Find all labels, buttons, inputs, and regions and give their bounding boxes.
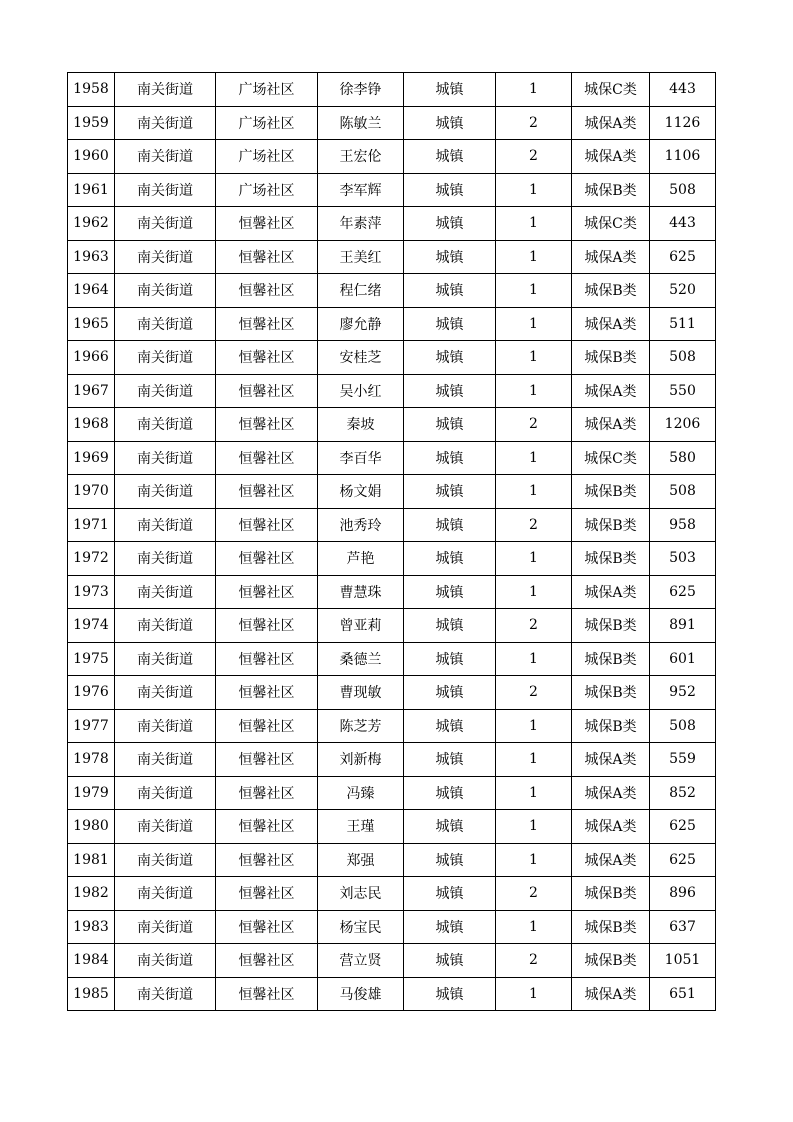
category-cell: 城保A类 xyxy=(572,408,650,442)
household-count-cell: 1 xyxy=(496,173,572,207)
community-cell: 恒馨社区 xyxy=(216,542,318,576)
table-row xyxy=(68,441,716,475)
name-cell: 安桂芝 xyxy=(318,341,404,375)
household-count-cell: 1 xyxy=(496,810,572,844)
street-cell: 南关街道 xyxy=(115,676,216,710)
name-cell: 吴小红 xyxy=(318,374,404,408)
name-cell: 李百华 xyxy=(318,441,404,475)
amount-cell: 580 xyxy=(650,441,716,475)
serial-number-cell: 1960 xyxy=(68,140,115,174)
household-count-cell: 2 xyxy=(496,609,572,643)
category-cell: 城保A类 xyxy=(572,307,650,341)
category-cell: 城保B类 xyxy=(572,944,650,978)
category-cell: 城保A类 xyxy=(572,575,650,609)
community-cell: 恒馨社区 xyxy=(216,274,318,308)
community-cell: 广场社区 xyxy=(216,140,318,174)
area-type-cell: 城镇 xyxy=(404,341,496,375)
amount-cell: 625 xyxy=(650,240,716,274)
serial-number-cell: 1976 xyxy=(68,676,115,710)
serial-number-cell: 1965 xyxy=(68,307,115,341)
street-cell: 南关街道 xyxy=(115,542,216,576)
name-cell: 营立贤 xyxy=(318,944,404,978)
community-cell: 恒馨社区 xyxy=(216,743,318,777)
serial-number-cell: 1959 xyxy=(68,106,115,140)
category-cell: 城保B类 xyxy=(572,173,650,207)
street-cell: 南关街道 xyxy=(115,274,216,308)
community-cell: 广场社区 xyxy=(216,106,318,140)
area-type-cell: 城镇 xyxy=(404,709,496,743)
table-row xyxy=(68,642,716,676)
community-cell: 恒馨社区 xyxy=(216,441,318,475)
community-cell: 广场社区 xyxy=(216,73,318,107)
community-cell: 恒馨社区 xyxy=(216,307,318,341)
table-row xyxy=(68,609,716,643)
household-count-cell: 2 xyxy=(496,408,572,442)
serial-number-cell: 1958 xyxy=(68,73,115,107)
table-row xyxy=(68,810,716,844)
table-row xyxy=(68,977,716,1011)
name-cell: 王宏伦 xyxy=(318,140,404,174)
table-row xyxy=(68,508,716,542)
category-cell: 城保B类 xyxy=(572,341,650,375)
name-cell: 曾亚莉 xyxy=(318,609,404,643)
area-type-cell: 城镇 xyxy=(404,173,496,207)
name-cell: 马俊雄 xyxy=(318,977,404,1011)
amount-cell: 511 xyxy=(650,307,716,341)
community-cell: 恒馨社区 xyxy=(216,374,318,408)
amount-cell: 601 xyxy=(650,642,716,676)
household-count-cell: 1 xyxy=(496,341,572,375)
name-cell: 冯臻 xyxy=(318,776,404,810)
name-cell: 曹现敏 xyxy=(318,676,404,710)
amount-cell: 443 xyxy=(650,73,716,107)
street-cell: 南关街道 xyxy=(115,977,216,1011)
area-type-cell: 城镇 xyxy=(404,508,496,542)
amount-cell: 559 xyxy=(650,743,716,777)
category-cell: 城保A类 xyxy=(572,810,650,844)
table-row xyxy=(68,274,716,308)
category-cell: 城保A类 xyxy=(572,106,650,140)
name-cell: 芦艳 xyxy=(318,542,404,576)
amount-cell: 1051 xyxy=(650,944,716,978)
amount-cell: 550 xyxy=(650,374,716,408)
name-cell: 年素萍 xyxy=(318,207,404,241)
amount-cell: 508 xyxy=(650,709,716,743)
amount-cell: 443 xyxy=(650,207,716,241)
area-type-cell: 城镇 xyxy=(404,73,496,107)
category-cell: 城保A类 xyxy=(572,843,650,877)
category-cell: 城保A类 xyxy=(572,374,650,408)
household-count-cell: 2 xyxy=(496,944,572,978)
community-cell: 恒馨社区 xyxy=(216,843,318,877)
amount-cell: 891 xyxy=(650,609,716,643)
name-cell: 秦坡 xyxy=(318,408,404,442)
table-row xyxy=(68,240,716,274)
household-count-cell: 1 xyxy=(496,709,572,743)
category-cell: 城保B类 xyxy=(572,542,650,576)
area-type-cell: 城镇 xyxy=(404,274,496,308)
category-cell: 城保B类 xyxy=(572,642,650,676)
amount-cell: 625 xyxy=(650,575,716,609)
community-cell: 恒馨社区 xyxy=(216,575,318,609)
serial-number-cell: 1979 xyxy=(68,776,115,810)
community-cell: 恒馨社区 xyxy=(216,676,318,710)
street-cell: 南关街道 xyxy=(115,475,216,509)
street-cell: 南关街道 xyxy=(115,877,216,911)
name-cell: 王瑾 xyxy=(318,810,404,844)
household-count-cell: 1 xyxy=(496,374,572,408)
amount-cell: 520 xyxy=(650,274,716,308)
serial-number-cell: 1980 xyxy=(68,810,115,844)
serial-number-cell: 1972 xyxy=(68,542,115,576)
serial-number-cell: 1978 xyxy=(68,743,115,777)
household-count-cell: 2 xyxy=(496,140,572,174)
area-type-cell: 城镇 xyxy=(404,843,496,877)
name-cell: 刘新梅 xyxy=(318,743,404,777)
amount-cell: 852 xyxy=(650,776,716,810)
amount-cell: 503 xyxy=(650,542,716,576)
category-cell: 城保C类 xyxy=(572,73,650,107)
serial-number-cell: 1983 xyxy=(68,910,115,944)
community-cell: 恒馨社区 xyxy=(216,240,318,274)
street-cell: 南关街道 xyxy=(115,408,216,442)
household-count-cell: 2 xyxy=(496,676,572,710)
serial-number-cell: 1970 xyxy=(68,475,115,509)
street-cell: 南关街道 xyxy=(115,508,216,542)
serial-number-cell: 1973 xyxy=(68,575,115,609)
amount-cell: 1106 xyxy=(650,140,716,174)
table-row xyxy=(68,843,716,877)
amount-cell: 952 xyxy=(650,676,716,710)
serial-number-cell: 1977 xyxy=(68,709,115,743)
area-type-cell: 城镇 xyxy=(404,140,496,174)
street-cell: 南关街道 xyxy=(115,240,216,274)
area-type-cell: 城镇 xyxy=(404,944,496,978)
name-cell: 杨宝民 xyxy=(318,910,404,944)
serial-number-cell: 1975 xyxy=(68,642,115,676)
serial-number-cell: 1962 xyxy=(68,207,115,241)
table-row xyxy=(68,709,716,743)
amount-cell: 508 xyxy=(650,475,716,509)
street-cell: 南关街道 xyxy=(115,575,216,609)
category-cell: 城保B类 xyxy=(572,508,650,542)
area-type-cell: 城镇 xyxy=(404,977,496,1011)
community-cell: 恒馨社区 xyxy=(216,475,318,509)
area-type-cell: 城镇 xyxy=(404,207,496,241)
community-cell: 恒馨社区 xyxy=(216,609,318,643)
street-cell: 南关街道 xyxy=(115,207,216,241)
community-cell: 恒馨社区 xyxy=(216,810,318,844)
serial-number-cell: 1969 xyxy=(68,441,115,475)
street-cell: 南关街道 xyxy=(115,843,216,877)
amount-cell: 896 xyxy=(650,877,716,911)
category-cell: 城保A类 xyxy=(572,140,650,174)
amount-cell: 958 xyxy=(650,508,716,542)
community-cell: 恒馨社区 xyxy=(216,977,318,1011)
category-cell: 城保B类 xyxy=(572,609,650,643)
household-count-cell: 1 xyxy=(496,743,572,777)
category-cell: 城保C类 xyxy=(572,441,650,475)
serial-number-cell: 1981 xyxy=(68,843,115,877)
serial-number-cell: 1971 xyxy=(68,508,115,542)
household-count-cell: 1 xyxy=(496,843,572,877)
area-type-cell: 城镇 xyxy=(404,374,496,408)
area-type-cell: 城镇 xyxy=(404,408,496,442)
street-cell: 南关街道 xyxy=(115,73,216,107)
category-cell: 城保A类 xyxy=(572,743,650,777)
household-count-cell: 1 xyxy=(496,475,572,509)
category-cell: 城保B类 xyxy=(572,910,650,944)
household-count-cell: 1 xyxy=(496,73,572,107)
category-cell: 城保C类 xyxy=(572,207,650,241)
street-cell: 南关街道 xyxy=(115,743,216,777)
table-row xyxy=(68,542,716,576)
area-type-cell: 城镇 xyxy=(404,877,496,911)
amount-cell: 637 xyxy=(650,910,716,944)
amount-cell: 1126 xyxy=(650,106,716,140)
serial-number-cell: 1984 xyxy=(68,944,115,978)
name-cell: 桑德兰 xyxy=(318,642,404,676)
table-row xyxy=(68,374,716,408)
name-cell: 李军辉 xyxy=(318,173,404,207)
amount-cell: 625 xyxy=(650,843,716,877)
household-count-cell: 2 xyxy=(496,877,572,911)
table-row xyxy=(68,944,716,978)
table-row xyxy=(68,743,716,777)
serial-number-cell: 1982 xyxy=(68,877,115,911)
household-count-cell: 1 xyxy=(496,910,572,944)
name-cell: 曹慧珠 xyxy=(318,575,404,609)
area-type-cell: 城镇 xyxy=(404,776,496,810)
table-row xyxy=(68,877,716,911)
community-cell: 恒馨社区 xyxy=(216,508,318,542)
table-row xyxy=(68,140,716,174)
area-type-cell: 城镇 xyxy=(404,676,496,710)
street-cell: 南关街道 xyxy=(115,776,216,810)
street-cell: 南关街道 xyxy=(115,374,216,408)
name-cell: 杨文娟 xyxy=(318,475,404,509)
serial-number-cell: 1961 xyxy=(68,173,115,207)
household-count-cell: 2 xyxy=(496,508,572,542)
area-type-cell: 城镇 xyxy=(404,307,496,341)
household-count-cell: 1 xyxy=(496,542,572,576)
table-row xyxy=(68,475,716,509)
name-cell: 陈芝芳 xyxy=(318,709,404,743)
household-count-cell: 1 xyxy=(496,207,572,241)
name-cell: 程仁绪 xyxy=(318,274,404,308)
amount-cell: 508 xyxy=(650,173,716,207)
street-cell: 南关街道 xyxy=(115,140,216,174)
table-row xyxy=(68,73,716,107)
serial-number-cell: 1985 xyxy=(68,977,115,1011)
street-cell: 南关街道 xyxy=(115,106,216,140)
table-row xyxy=(68,676,716,710)
category-cell: 城保B类 xyxy=(572,274,650,308)
area-type-cell: 城镇 xyxy=(404,542,496,576)
table-row xyxy=(68,106,716,140)
household-count-cell: 1 xyxy=(496,642,572,676)
area-type-cell: 城镇 xyxy=(404,475,496,509)
serial-number-cell: 1967 xyxy=(68,374,115,408)
table-row xyxy=(68,910,716,944)
street-cell: 南关街道 xyxy=(115,944,216,978)
community-cell: 恒馨社区 xyxy=(216,408,318,442)
area-type-cell: 城镇 xyxy=(404,810,496,844)
serial-number-cell: 1966 xyxy=(68,341,115,375)
street-cell: 南关街道 xyxy=(115,173,216,207)
household-count-cell: 2 xyxy=(496,106,572,140)
name-cell: 郑强 xyxy=(318,843,404,877)
street-cell: 南关街道 xyxy=(115,307,216,341)
category-cell: 城保B类 xyxy=(572,877,650,911)
street-cell: 南关街道 xyxy=(115,341,216,375)
area-type-cell: 城镇 xyxy=(404,609,496,643)
name-cell: 王美红 xyxy=(318,240,404,274)
table-row xyxy=(68,776,716,810)
name-cell: 池秀玲 xyxy=(318,508,404,542)
category-cell: 城保B类 xyxy=(572,676,650,710)
category-cell: 城保A类 xyxy=(572,776,650,810)
area-type-cell: 城镇 xyxy=(404,240,496,274)
table-body xyxy=(68,73,716,1011)
community-cell: 恒馨社区 xyxy=(216,341,318,375)
household-count-cell: 1 xyxy=(496,776,572,810)
area-type-cell: 城镇 xyxy=(404,106,496,140)
household-count-cell: 1 xyxy=(496,307,572,341)
community-cell: 广场社区 xyxy=(216,173,318,207)
serial-number-cell: 1974 xyxy=(68,609,115,643)
amount-cell: 1206 xyxy=(650,408,716,442)
serial-number-cell: 1963 xyxy=(68,240,115,274)
table-row xyxy=(68,408,716,442)
street-cell: 南关街道 xyxy=(115,441,216,475)
household-count-cell: 1 xyxy=(496,977,572,1011)
area-type-cell: 城镇 xyxy=(404,575,496,609)
household-count-cell: 1 xyxy=(496,575,572,609)
table-row xyxy=(68,307,716,341)
community-cell: 恒馨社区 xyxy=(216,709,318,743)
serial-number-cell: 1968 xyxy=(68,408,115,442)
household-count-cell: 1 xyxy=(496,274,572,308)
street-cell: 南关街道 xyxy=(115,810,216,844)
name-cell: 刘志民 xyxy=(318,877,404,911)
table-row xyxy=(68,575,716,609)
amount-cell: 625 xyxy=(650,810,716,844)
category-cell: 城保B类 xyxy=(572,475,650,509)
category-cell: 城保A类 xyxy=(572,977,650,1011)
category-cell: 城保A类 xyxy=(572,240,650,274)
serial-number-cell: 1964 xyxy=(68,274,115,308)
area-type-cell: 城镇 xyxy=(404,743,496,777)
name-cell: 陈敏兰 xyxy=(318,106,404,140)
community-cell: 恒馨社区 xyxy=(216,910,318,944)
area-type-cell: 城镇 xyxy=(404,910,496,944)
table-row xyxy=(68,341,716,375)
area-type-cell: 城镇 xyxy=(404,642,496,676)
community-cell: 恒馨社区 xyxy=(216,642,318,676)
household-count-cell: 1 xyxy=(496,441,572,475)
household-count-cell: 1 xyxy=(496,240,572,274)
table-row xyxy=(68,173,716,207)
community-cell: 恒馨社区 xyxy=(216,207,318,241)
community-cell: 恒馨社区 xyxy=(216,944,318,978)
area-type-cell: 城镇 xyxy=(404,441,496,475)
street-cell: 南关街道 xyxy=(115,709,216,743)
community-cell: 恒馨社区 xyxy=(216,776,318,810)
name-cell: 徐李铮 xyxy=(318,73,404,107)
street-cell: 南关街道 xyxy=(115,910,216,944)
name-cell: 廖允静 xyxy=(318,307,404,341)
table-row xyxy=(68,207,716,241)
amount-cell: 651 xyxy=(650,977,716,1011)
relief-recipient-table xyxy=(67,72,716,1011)
community-cell: 恒馨社区 xyxy=(216,877,318,911)
amount-cell: 508 xyxy=(650,341,716,375)
category-cell: 城保B类 xyxy=(572,709,650,743)
street-cell: 南关街道 xyxy=(115,642,216,676)
street-cell: 南关街道 xyxy=(115,609,216,643)
